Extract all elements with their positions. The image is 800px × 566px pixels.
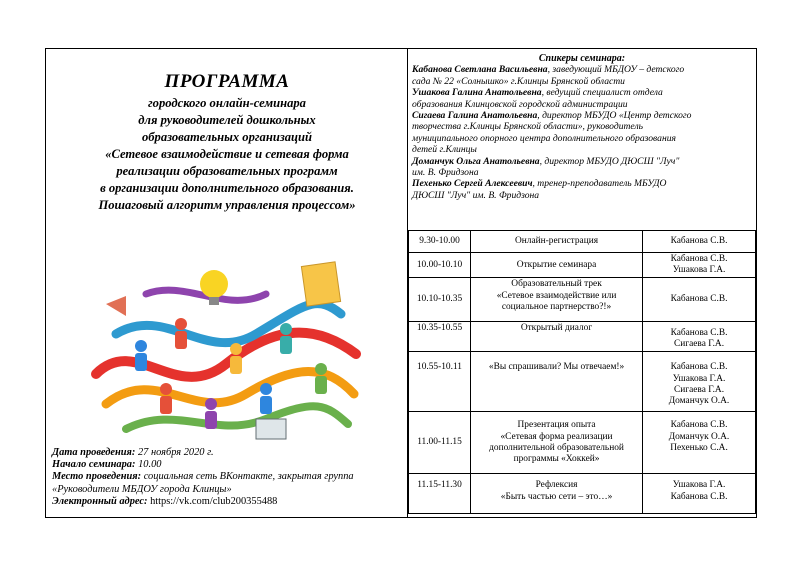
schedule-event [471,352,643,412]
speaker-line: Кабанова С.В. [670,328,728,338]
event-line: «Сетевое взаимодействие или [496,290,617,301]
speaker-role: , тренер-преподаватель МБУДО [532,178,667,190]
speaker-role: образования Клинцовской городской администрации [412,98,628,110]
speaker-name: Пехенько Сергей Алексеевич [412,178,533,190]
schedule-event [471,474,643,514]
speaker-entry [408,156,756,179]
program-sheet [45,48,757,518]
schedule-row [409,412,756,474]
schedule-row [409,352,756,412]
email-link[interactable]: https://vk.com/club200355488 [150,495,278,507]
date-value: 27 ноября 2020 г. [137,447,214,458]
subtitle-line: реализации образовательных программ [116,164,338,178]
place-line [52,471,404,483]
speakers-heading: Спикеры семинара: [538,53,626,64]
speaker-name: Доманчук Ольга Анатольевна [412,155,540,167]
event-line: «Вы спрашивали? Мы отвечаем!» [488,362,625,373]
schedule-time: 11.15-11.30 [409,474,471,514]
schedule-table [408,230,756,514]
schedule-speakers [643,278,756,322]
speakers-block [408,53,756,201]
speaker-line: Доманчук О.А. [668,431,730,442]
speaker-line: Сигаева Г.А. [673,339,725,350]
speaker-name: Ушакова Галина Анатольевна [412,87,542,99]
schedule-event [471,322,643,352]
schedule-event [471,231,643,253]
schedule-row [409,231,756,253]
speaker-role: , ведущий специалист отдела [541,87,663,99]
event-line: Образовательный трек [511,279,602,290]
schedule-event [471,412,643,474]
event-line: Открытый диалог [520,323,593,334]
event-line: социальное партнерство?!» [501,301,612,312]
event-line: Рефлексия [535,480,578,491]
speaker-line: Кабанова С.В. [670,491,728,502]
start-value: 10.00 [138,459,162,471]
schedule-event [471,253,643,278]
date-label: Дата проведения: [52,447,136,458]
schedule-time: 9.30-10.00 [409,231,471,253]
schedule-row [409,474,756,514]
event-line: «Быть частью сети – это…» [500,491,613,502]
speaker-role: сада № 22 «Солнышко» г.Клинцы Брянской области [412,75,625,87]
event-line: дополнительной образовательной [489,442,624,453]
speaker-entry [408,87,756,110]
email-label: Электронный адрес: [52,495,148,507]
speaker-name: Кабанова Светлана Васильевна [412,64,548,76]
event-line: программы «Хоккей» [513,454,600,465]
speaker-role: , заведующий МБДОУ – детского [547,64,685,76]
event-line: Открытие семинара [516,259,597,270]
speaker-name: Сигаева Галина Анатольевна [412,110,538,122]
subtitle-line: образовательных организаций [141,130,313,144]
schedule-speakers [643,253,756,278]
speaker-line: Ушакова Г.А. [672,265,726,276]
schedule-time: 10.35-10.55 [409,322,471,352]
speaker-line: Доманчук О.А. [668,396,730,407]
speaker-line: Ушакова Г.А. [672,373,726,384]
place-label: Место проведения: [52,471,142,483]
place-value-2: «Руководители МБДОУ города Клинцы» [52,483,232,495]
schedule-speakers [643,352,756,412]
schedule-time: 11.00-11.15 [409,412,471,474]
speaker-line: Кабанова С.В. [670,294,728,305]
schedule-speakers [643,412,756,474]
right-column [408,49,756,517]
schedule-time: 10.00-10.10 [409,253,471,278]
speaker-line: Кабанова С.В. [670,420,728,431]
date-line [52,447,404,459]
event-line: Онлайн-регистрация [515,235,599,246]
schedule-time: 10.55-10.11 [409,352,471,412]
subtitle-line: в организации дополнительного образования. [100,181,354,195]
subtitle-line: для руководителей дошкольных [138,113,316,127]
start-label: Начало семинара: [52,459,136,471]
email-line [52,496,404,508]
speaker-role: ДЮСШ "Луч" им. В. Фридзона [412,189,540,201]
subtitle-line: Пошаговый алгоритм управления процессом» [98,198,356,212]
speaker-role: , директор МБУДО «Центр детского [537,110,692,122]
speaker-line: Сигаева Г.А. [673,384,725,395]
seminar-info [52,447,404,508]
speaker-role: детей г.Клинцы [412,144,477,156]
speaker-role: им. В. Фридзона [412,167,479,179]
speaker-line: Кабанова С.В. [670,362,728,373]
schedule-row [409,322,756,352]
schedule-speakers [643,322,756,352]
speaker-role: творчества г.Клинцы Брянской области», руководитель [412,121,643,133]
speaker-line: Ушакова Г.А. [672,480,726,491]
place-line-2 [52,484,404,496]
speaker-role: муниципального опорного центра дополнительного образования [412,132,676,144]
event-line: Презентация опыта [517,420,596,431]
schedule-speakers [643,474,756,514]
speaker-entry [408,64,756,87]
speaker-line: Кабанова С.В. [670,235,728,246]
speaker-line: Кабанова С.В. [670,254,728,264]
program-subtitle [46,95,408,214]
speaker-line: Пехенько С.А. [670,442,728,453]
event-line: «Сетевая форма реализации [500,431,613,442]
schedule-row [409,253,756,278]
schedule-event [471,278,643,322]
start-line [52,459,404,471]
speaker-entry [408,178,756,201]
place-value: социальная сеть ВКонтакте, закрытая группа [143,471,354,483]
program-title: ПРОГРАММА [164,71,290,92]
speaker-role: , директор МБУДО ДЮСШ "Луч" [539,155,680,167]
schedule-speakers [643,231,756,253]
subtitle-line: «Сетевое взаимодействие и сетевая форма [105,147,349,161]
left-column [46,49,408,517]
schedule-row [409,278,756,322]
subtitle-line: городского онлайн-семинара [148,96,306,110]
speaker-entry [408,110,756,156]
network-illustration [86,254,366,444]
schedule-time: 10.10-10.35 [409,278,471,322]
